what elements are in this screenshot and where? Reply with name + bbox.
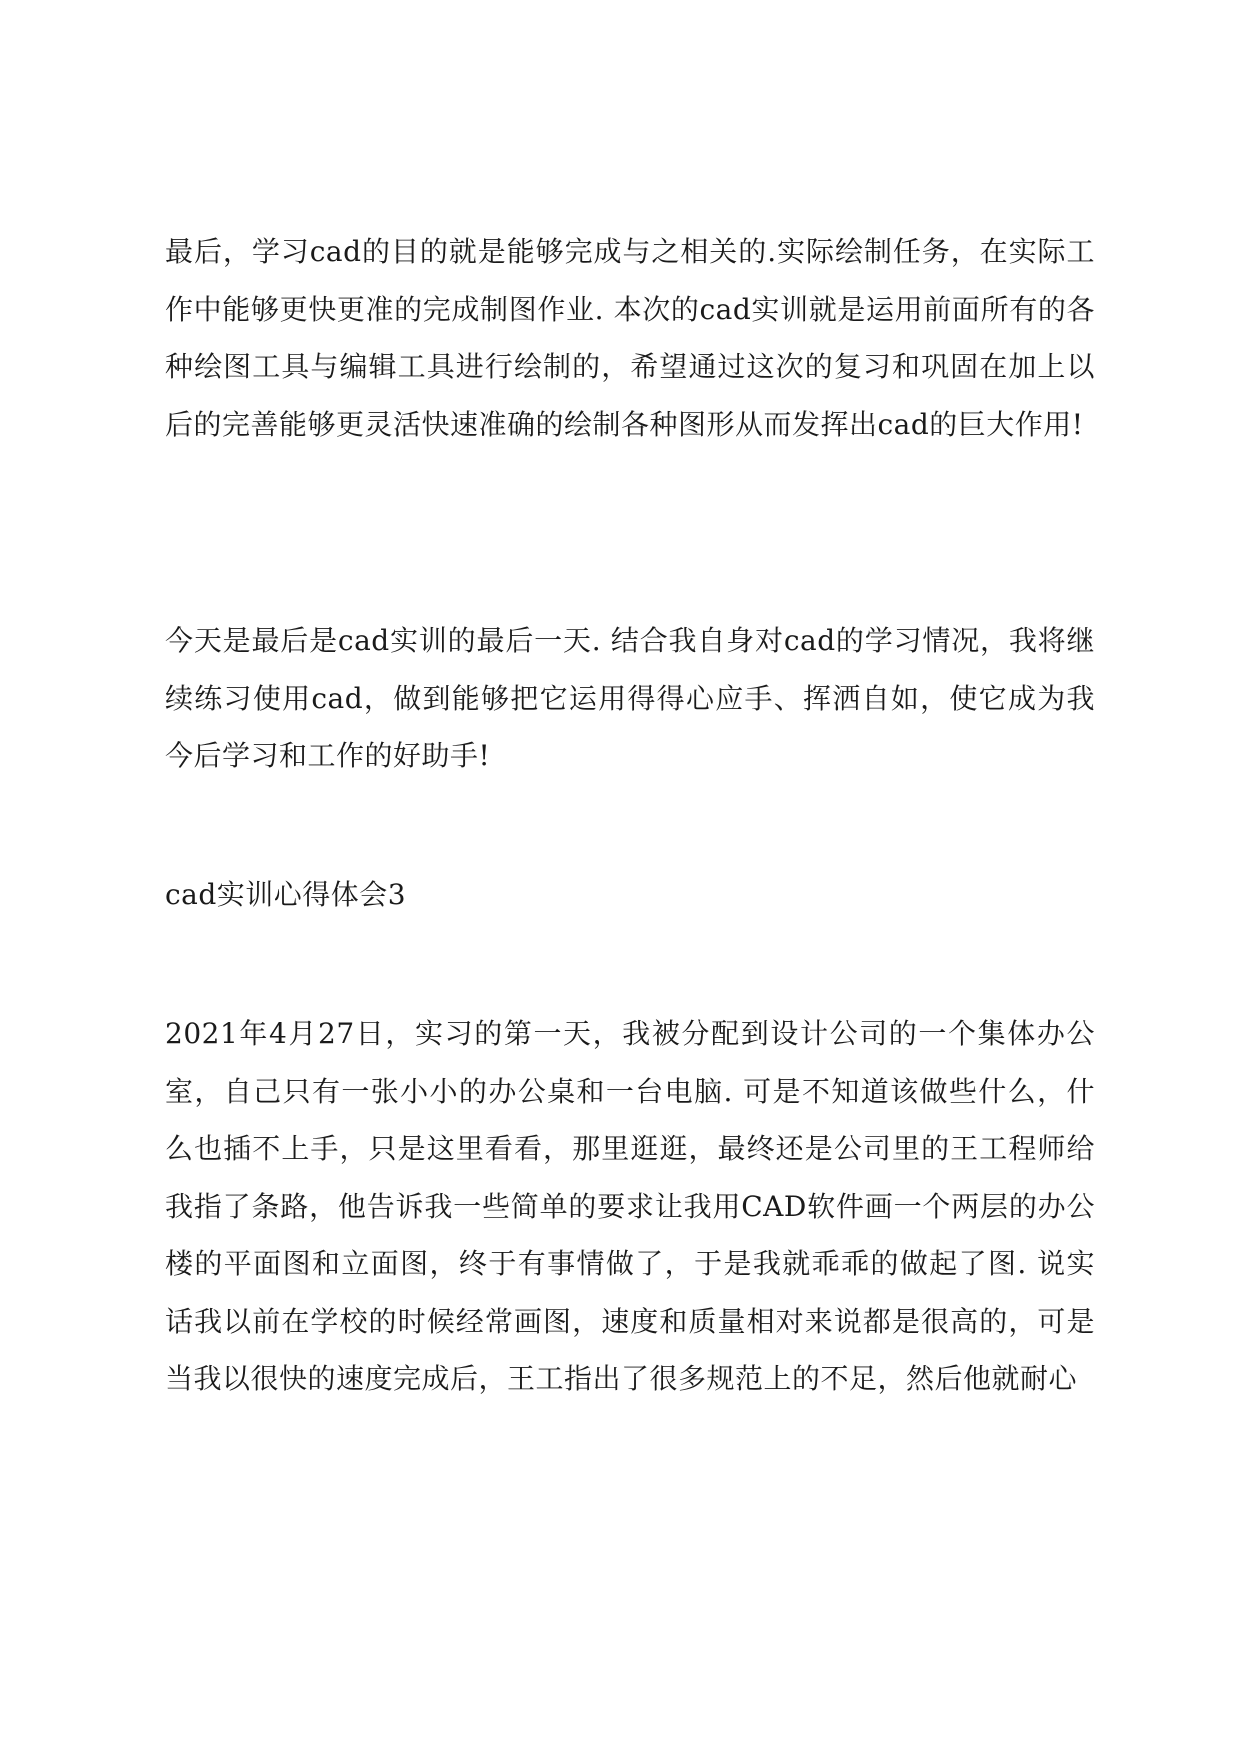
paragraph-last-day: 今天是最后是cad实训的最后一天. 结合我自身对cad的学习情况，我将继续练习使用cad，做到能够把它运用得得心应手、挥洒自如，使它成为我今后学习和工作的好助手! xyxy=(165,624,1095,772)
paragraph-internship: 2021年4月27日，实习的第一天，我被分配到设计公司的一个集体办公室，自己只有一张小小的办公桌和一台电脑. 可是不知道该做些什么，什么也插不上手，只是这里看看，那里逛逛，最终还是公司里的王工程师给我指了条路，他告诉我一些简单的要求让我用CAD软件画一个两层的办公楼的平面图和立面图，终于有事情做了，于是我就乖乖的做起了图. 说实话我以前在学校的时候经常画图，速度和质量相对来说都是很高的，可是当我以很快的速度完成后，王工指出了很多规范上的不足，然后他就耐心 xyxy=(165,1017,1095,1395)
paragraph-conclusion: 最后，学习cad的目的就是能够完成与之相关的.实际绘制任务，在实际工作中能够更快更准的完成制图作业. 本次的cad实训就是运用前面所有的各种绘图工具与编辑工具进行绘制的，希望通过这次的复习和巩固在加上以后的完善能够更灵活快速准确的绘制各种图形从而发挥出cad的巨大作用! xyxy=(165,235,1095,441)
section-heading: cad实训心得体会3 xyxy=(165,878,407,911)
